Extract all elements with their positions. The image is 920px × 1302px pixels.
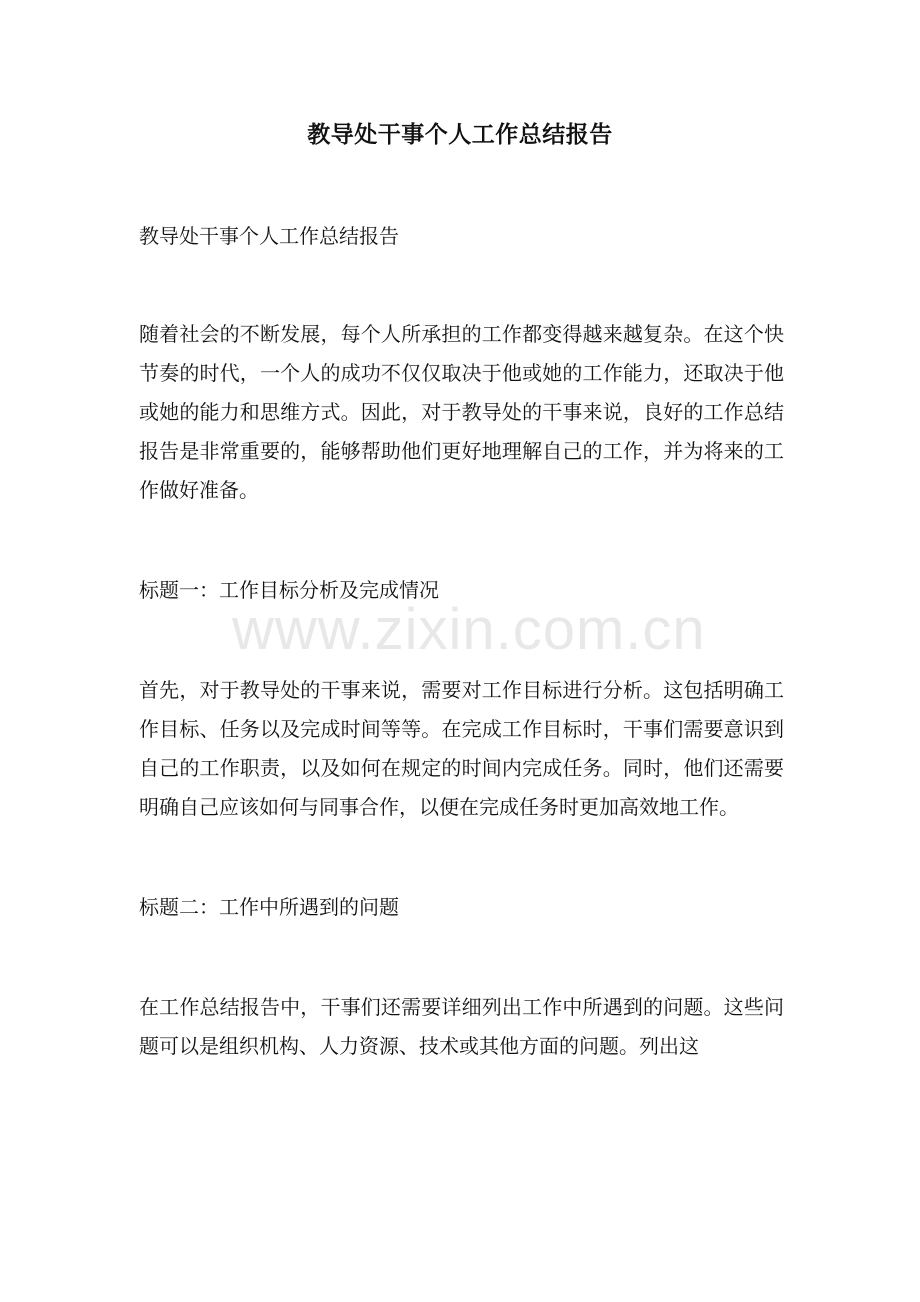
section-2-heading: 标题二：工作中所遇到的问题 <box>139 895 399 919</box>
document-subtitle: 教导处干事个人工作总结报告 <box>139 224 399 248</box>
watermark: www.zixin.com.cn <box>232 597 706 662</box>
spacer <box>139 610 784 671</box>
document-body <box>139 217 784 1066</box>
section-2-paragraph: 在工作总结报告中，干事们还需要详细列出工作中所遇到的问题。这些问题可以是组织机构、人力资源、技术或其他方面的问题。列出这 <box>139 995 784 1058</box>
spacer <box>139 827 784 888</box>
intro-paragraph: 随着社会的不断发展，每个人所承担的工作都变得越来越复杂。在这个快节奏的时代，一个人的成功不仅仅取决于他或她的工作能力，还取决于他或她的能力和思维方式。因此，对于教导处的干事来说，良好的工作总结报告是非常重要的，能够帮助他们更好地理解自己的工作，并为将来的工作做好准备。 <box>139 322 784 502</box>
spacer <box>139 510 784 571</box>
document-title: 教导处干事个人工作总结报告 <box>307 121 613 148</box>
section-1-paragraph: 首先，对于教导处的干事来说，需要对工作目标进行分析。这包括明确工作目标、任务以及完成时间等等。在完成工作目标时，干事们需要意识到自己的工作职责，以及如何在规定的时间内完成任务。同时，他们还需要明确自己应该如何与同事合作，以便在完成任务时更加高效地工作。 <box>139 678 784 819</box>
spacer <box>139 256 784 315</box>
spacer <box>139 927 784 988</box>
section-1-heading: 标题一：工作目标分析及完成情况 <box>139 578 439 602</box>
